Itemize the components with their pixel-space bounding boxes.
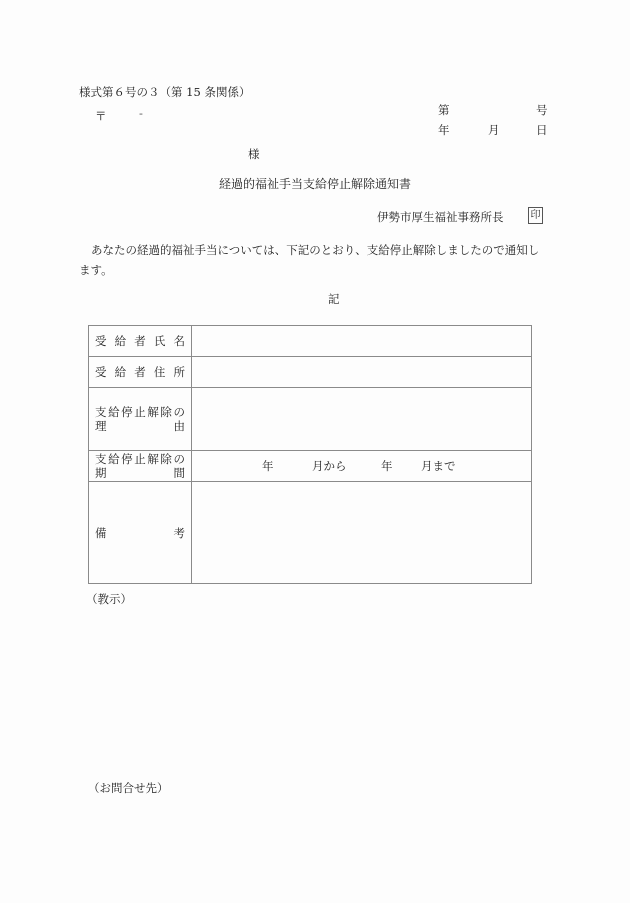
label-char: 者 — [134, 365, 146, 379]
document-number-prefix: 第 — [438, 103, 450, 117]
postal-mark: 〒 — [95, 109, 107, 123]
label-char: 者 — [134, 334, 146, 348]
label-char: 理 — [95, 419, 107, 433]
table-row — [89, 451, 532, 482]
table-row — [89, 326, 532, 357]
date-year: 年 — [438, 123, 450, 137]
remarks-field[interactable] — [192, 482, 532, 584]
label-char: 由 — [173, 419, 185, 433]
date-day: 日 — [536, 123, 548, 137]
date-month: 月 — [488, 123, 500, 137]
resumption-period-field[interactable] — [192, 451, 532, 482]
label-char: の — [173, 452, 185, 466]
notice-body: あなたの経過的福祉手当については、下記のとおり、支給停止解除しましたので通知します。 — [79, 243, 540, 277]
label-char: 給 — [114, 334, 127, 348]
resumption-reason-field[interactable] — [192, 388, 532, 451]
label-char: 給 — [114, 365, 127, 379]
label-char: 考 — [173, 525, 185, 540]
remarks-label — [89, 482, 192, 584]
table-row — [89, 388, 532, 451]
issuer-name: 伊勢市厚生福祉事務所長 — [377, 210, 504, 224]
label-char: 支 — [95, 405, 107, 419]
recipient-name-field[interactable] — [192, 326, 532, 357]
label-char: 期 — [95, 466, 107, 480]
period-to-year: 年 — [381, 459, 393, 473]
label-char: 除 — [160, 452, 172, 466]
label-char: 解 — [147, 452, 159, 466]
details-table — [88, 325, 532, 584]
label-char: 所 — [173, 365, 185, 379]
label-char: 受 — [95, 334, 107, 348]
recipient-honorific: 様 — [248, 147, 260, 161]
label-char: 名 — [173, 334, 185, 348]
label-char: 支 — [95, 452, 107, 466]
recipient-name-label — [89, 326, 192, 357]
table-row — [89, 357, 532, 388]
label-char: の — [173, 405, 185, 419]
contact-label: （お問合せ先） — [88, 781, 169, 795]
seal-stamp: 印 — [528, 207, 543, 224]
document-title: 経過的福祉手当支給停止解除通知書 — [219, 177, 412, 191]
label-char: 止 — [134, 452, 146, 466]
table-row — [89, 482, 532, 584]
label-char: 除 — [160, 405, 172, 419]
label-char: 住 — [153, 365, 166, 379]
label-char: 停 — [121, 452, 133, 466]
postal-code-dash: - — [139, 106, 143, 120]
label-char: 氏 — [153, 334, 166, 348]
ki-heading: 記 — [328, 292, 340, 306]
resumption-period-label — [89, 451, 192, 482]
label-char: 受 — [95, 365, 107, 379]
recipient-address-label — [89, 357, 192, 388]
label-char: 停 — [121, 405, 133, 419]
label-char: 止 — [134, 405, 146, 419]
resumption-reason-label — [89, 388, 192, 451]
period-from-month: 月から — [312, 459, 347, 473]
instruction-label: （教示） — [86, 592, 132, 606]
label-char: 給 — [108, 452, 120, 466]
document-number-suffix: 号 — [536, 103, 548, 117]
period-from-year: 年 — [262, 459, 274, 473]
label-char: 備 — [95, 525, 107, 540]
form-number: 様式第６号の３（第 15 条関係） — [79, 85, 251, 99]
recipient-address-field[interactable] — [192, 357, 532, 388]
label-char: 間 — [173, 466, 185, 480]
period-to-month: 月まで — [421, 459, 456, 473]
label-char: 給 — [108, 405, 120, 419]
label-char: 解 — [147, 405, 159, 419]
